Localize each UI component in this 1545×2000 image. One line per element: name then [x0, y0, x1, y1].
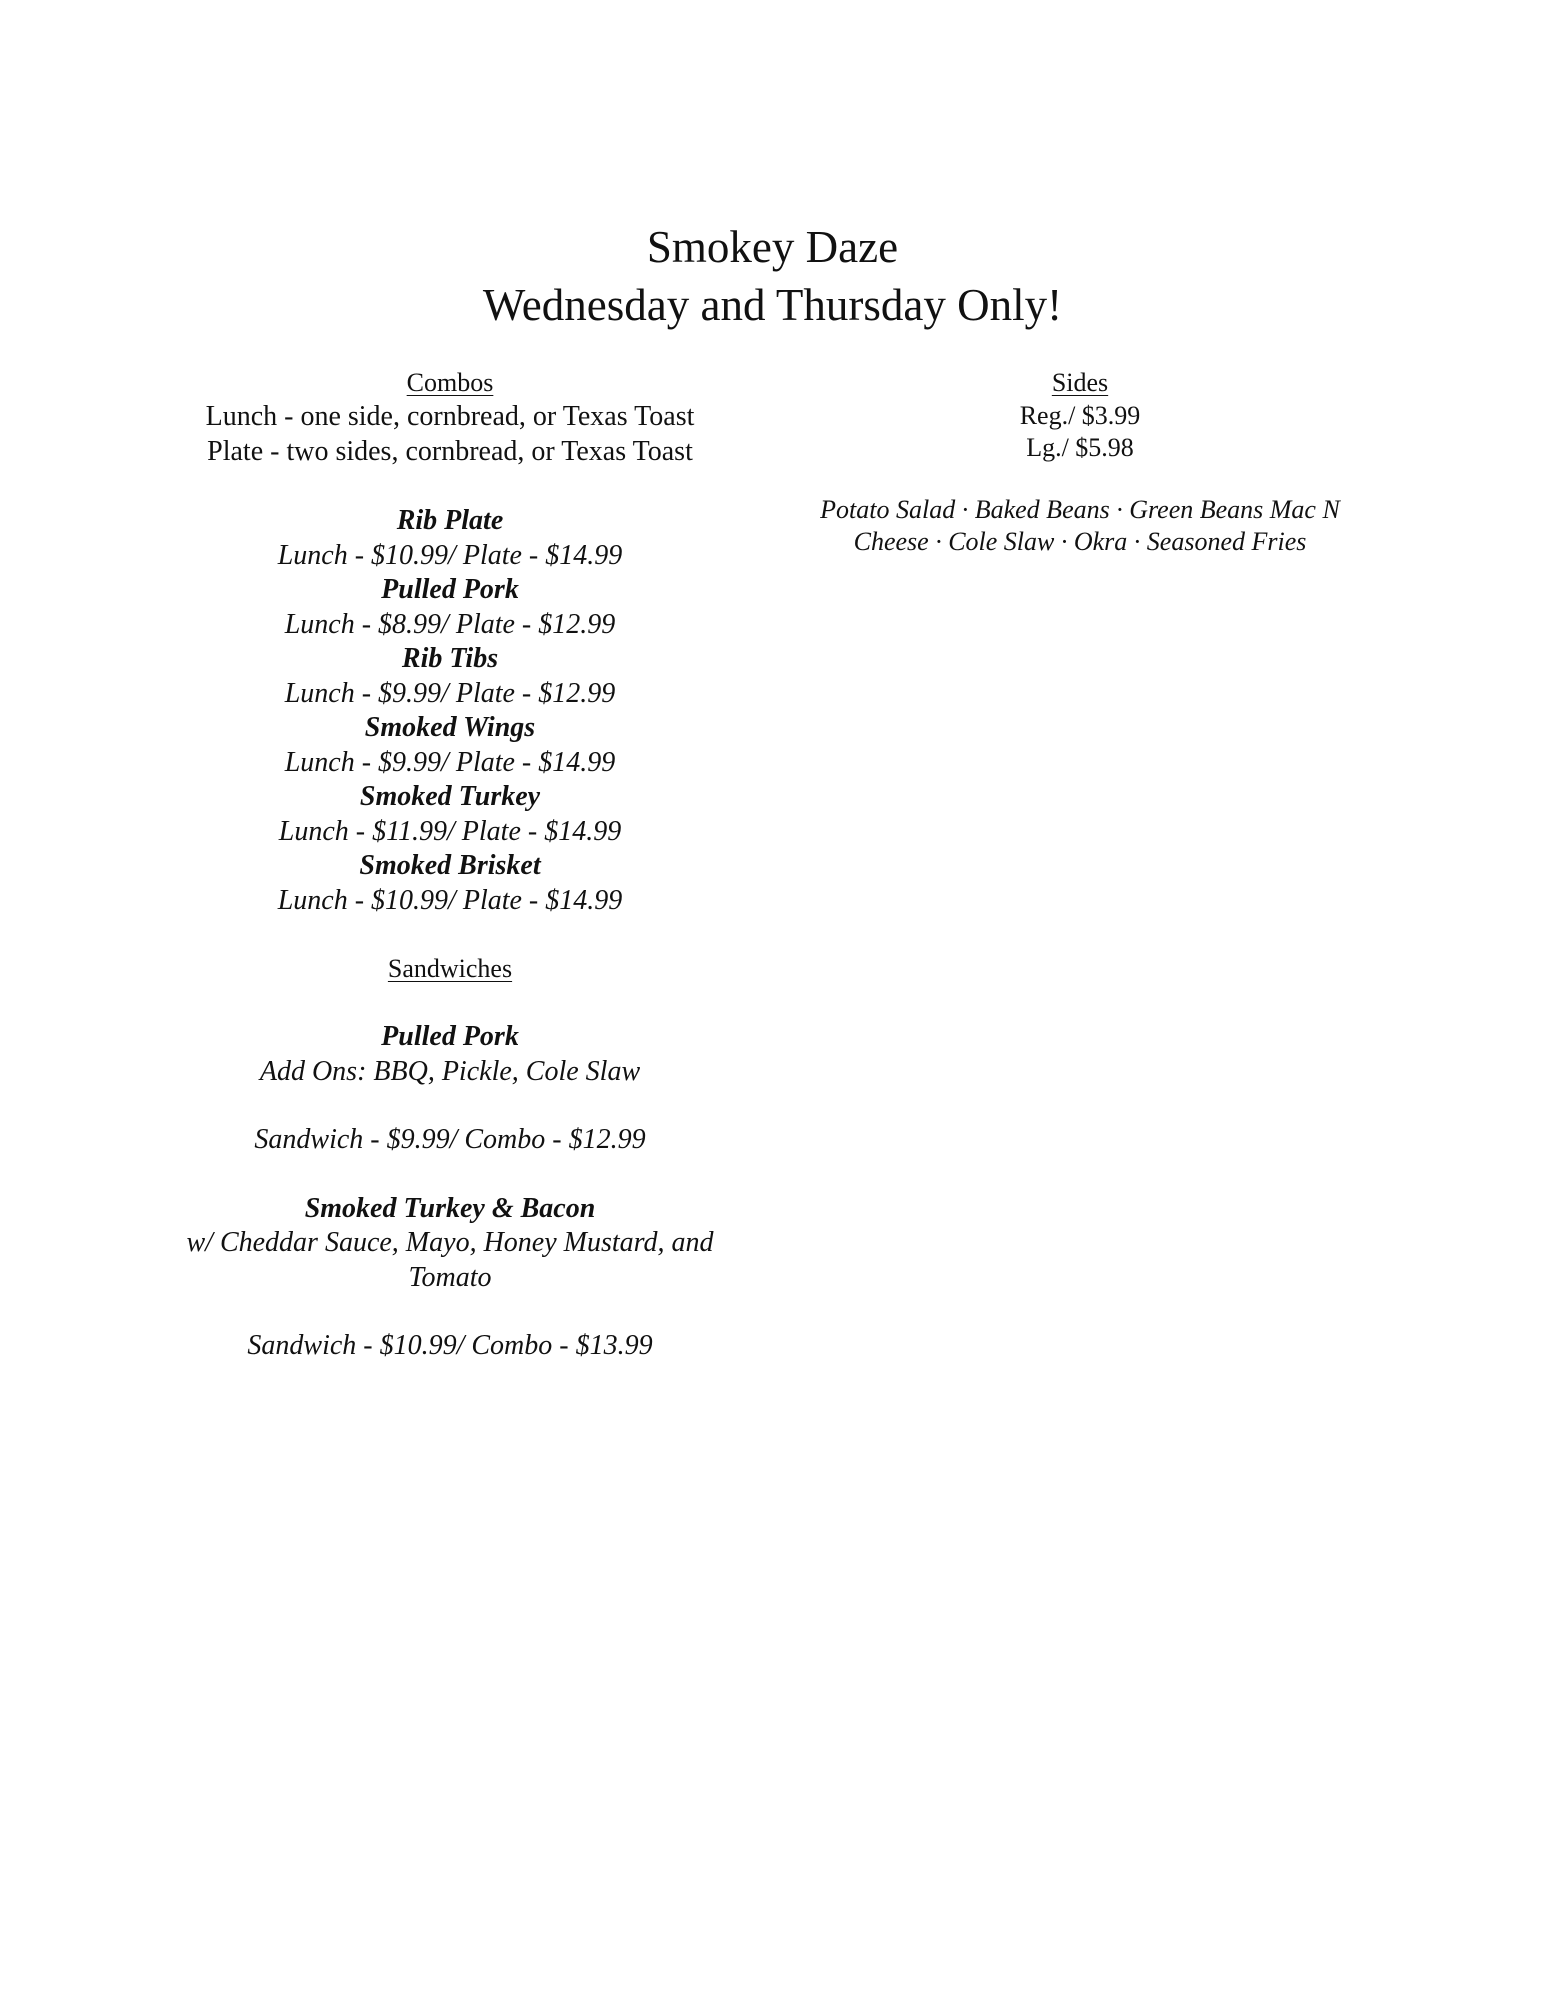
sandwich-item-price: Sandwich - $9.99/ Combo - $12.99	[254, 1124, 646, 1155]
sides-regular-price: Reg./ $3.99	[1019, 401, 1141, 430]
combo-item-price: Lunch - $10.99/ Plate - $14.99	[277, 884, 623, 916]
combo-item-price: Lunch - $10.99/ Plate - $14.99	[277, 539, 623, 571]
combo-item-name: Pulled Pork	[381, 574, 519, 605]
sides-large-price: Lg./ $5.98	[1026, 433, 1134, 462]
combo-item-name: Rib Plate	[396, 505, 504, 536]
sandwich-item-name: Smoked Turkey & Bacon	[304, 1192, 596, 1224]
combos-lunch-desc: Lunch - one side, cornbread, or Texas Toast	[205, 401, 695, 432]
left-column	[160, 366, 740, 1364]
sandwiches-heading: Sandwiches	[387, 954, 513, 983]
right-column	[800, 366, 1360, 558]
sides-list: Potato Salad · Baked Beans · Green Beans Mac N Cheese · Cole Slaw · Okra · Seasoned Fries	[820, 495, 1340, 556]
combo-item-name: Smoked Wings	[364, 712, 536, 743]
combo-list	[160, 504, 740, 918]
combos-heading: Combos	[406, 368, 494, 397]
combo-item	[160, 573, 740, 642]
sandwich-item-name: Pulled Pork	[381, 1021, 519, 1052]
combo-item	[160, 780, 740, 849]
sandwich-item	[160, 1192, 740, 1364]
menu-title	[0, 218, 1545, 334]
restaurant-name: Smokey Daze	[646, 222, 899, 272]
combo-item-price: Lunch - $8.99/ Plate - $12.99	[284, 608, 616, 640]
combo-item	[160, 849, 740, 918]
combo-item-price: Lunch - $11.99/ Plate - $14.99	[278, 815, 622, 847]
combo-item-price: Lunch - $9.99/ Plate - $12.99	[284, 677, 616, 709]
sandwich-item	[160, 1020, 740, 1158]
sandwich-item-desc: Add Ons: BBQ, Pickle, Cole Slaw	[259, 1055, 641, 1087]
combo-item	[160, 711, 740, 780]
combo-item-name: Smoked Brisket	[359, 850, 541, 881]
sides-heading: Sides	[1051, 368, 1109, 397]
combo-item-price: Lunch - $9.99/ Plate - $14.99	[284, 746, 616, 778]
availability-note: Wednesday and Thursday Only!	[482, 280, 1063, 330]
combo-item	[160, 642, 740, 711]
combo-item-name: Rib Tibs	[401, 643, 499, 674]
combo-item	[160, 504, 740, 573]
sandwich-item-price: Sandwich - $10.99/ Combo - $13.99	[247, 1330, 653, 1361]
sandwich-item-desc: w/ Cheddar Sauce, Mayo, Honey Mustard, and Tomato	[186, 1227, 714, 1293]
combos-plate-desc: Plate - two sides, cornbread, or Texas Toast	[207, 435, 693, 467]
combo-item-name: Smoked Turkey	[359, 781, 541, 812]
